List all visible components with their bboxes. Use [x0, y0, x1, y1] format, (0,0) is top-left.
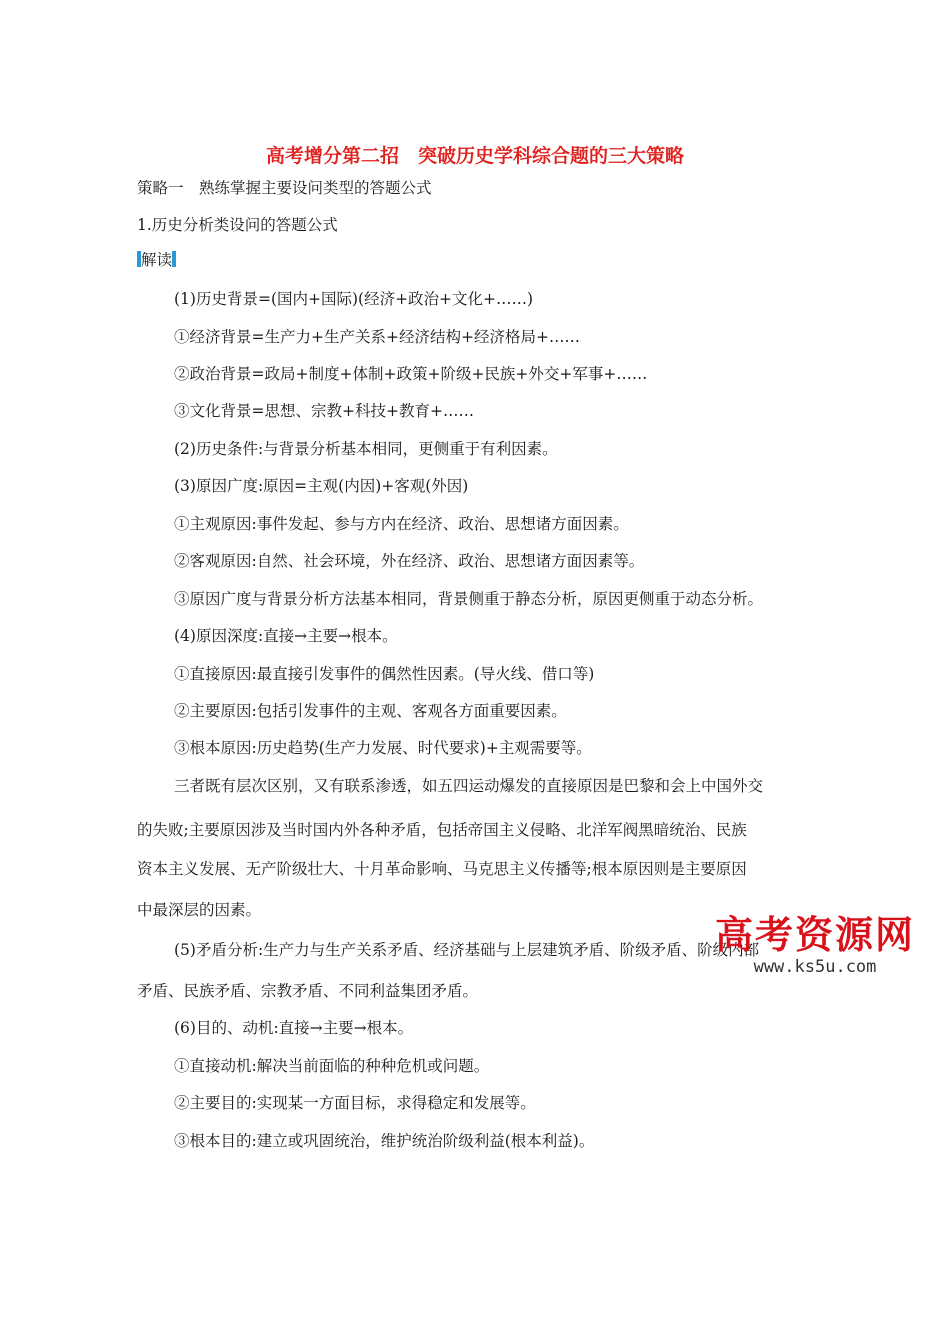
body-line: ③原因广度与背景分析方法基本相同，背景侧重于静态分析，原因更侧重于动态分析。 — [174, 590, 764, 608]
body-line: ①直接动机:解决当前面临的种种危机或问题。 — [174, 1057, 490, 1075]
body-line: (1)历史背景=(国内+国际)(经济+政治+文化+……) — [174, 290, 534, 308]
body-line: 资本主义发展、无产阶级壮大、十月革命影响、马克思主义传播等;根本原因则是主要原因 — [137, 860, 747, 878]
watermark-url: www.ks5u.com — [753, 957, 877, 977]
section-tag — [137, 250, 176, 270]
body-line: 的失败;主要原因涉及当时国内外各种矛盾，包括帝国主义侵略、北洋军阀黑暗统治、民族 — [137, 821, 747, 839]
body-line: (4)原因深度:直接→主要→根本。 — [174, 627, 398, 645]
body-line: (3)原因广度:原因=主观(内因)+客观(外因) — [174, 477, 469, 495]
body-line: (2)历史条件:与背景分析基本相同，更侧重于有利因素。 — [174, 440, 558, 458]
body-line: (5)矛盾分析:生产力与生产关系矛盾、经济基础与上层建筑矛盾、阶级矛盾、阶级内部 — [174, 941, 760, 959]
body-line: ③根本原因:历史趋势(生产力发展、时代要求)+主观需要等。 — [174, 739, 592, 757]
watermark-logo — [715, 912, 916, 977]
tag-label: 解读 — [141, 251, 173, 269]
tag-bracket-right — [172, 251, 176, 267]
body-line: ③根本目的:建立或巩固统治，维护统治阶级利益(根本利益)。 — [174, 1132, 595, 1150]
body-line: ③文化背景=思想、宗教+科技+教育+…… — [174, 402, 474, 420]
body-line: ②主要目的:实现某一方面目标，求得稳定和发展等。 — [174, 1094, 536, 1112]
body-line: 中最深层的因素。 — [137, 901, 262, 919]
body-line: 矛盾、民族矛盾、宗教矛盾、不同利益集团矛盾。 — [137, 982, 479, 1000]
body-line: ②客观原因:自然、社会环境，外在经济、政治、思想诸方面因素等。 — [174, 552, 645, 570]
page-title: 高考增分第二招 突破历史学科综合题的三大策略 — [265, 145, 684, 167]
body-line: (6)目的、动机:直接→主要→根本。 — [174, 1019, 414, 1037]
watermark-title: 高考资源网 — [715, 912, 916, 957]
body-line: ①主观原因:事件发起、参与方内在经济、政治、思想诸方面因素。 — [174, 515, 629, 533]
body-line: ②政治背景=政局+制度+体制+政策+阶级+民族+外交+军事+…… — [174, 365, 648, 383]
body-line: ②主要原因:包括引发事件的主观、客观各方面重要因素。 — [174, 702, 567, 720]
section-heading: 1.历史分析类设问的答题公式 — [137, 216, 338, 234]
body-line: ①直接原因:最直接引发事件的偶然性因素。(导火线、借口等) — [174, 665, 595, 683]
strategy-heading: 策略一 熟练掌握主要设问类型的答题公式 — [137, 179, 432, 197]
body-line: ①经济背景=生产力+生产关系+经济结构+经济格局+…… — [174, 328, 580, 346]
body-line: 三者既有层次区别，又有联系渗透，如五四运动爆发的直接原因是巴黎和会上中国外交 — [174, 777, 764, 795]
